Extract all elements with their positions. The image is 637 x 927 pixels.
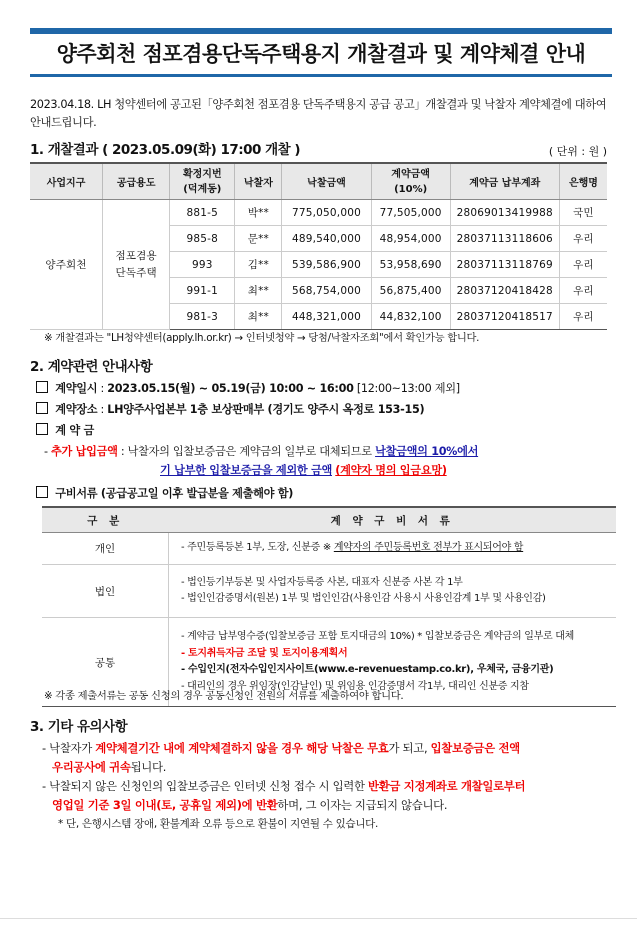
title-bottom-bar [30, 74, 612, 77]
winner-cell: 최** [235, 278, 282, 304]
category-corporate: 법인 [42, 565, 169, 618]
bank-cell: 우리 [559, 252, 607, 278]
period-note: [12:00~13:00 제외] [356, 382, 460, 395]
extra-payment-line1: - 추가 납입금액 : 낙찰자의 입찰보증금은 계약금의 일부로 대체되므로 낙찰금액의 10%에서 [44, 445, 479, 458]
bank-cell: 우리 [559, 226, 607, 252]
col-documents: 계 약 구 비 서 류 [169, 507, 617, 533]
contract-place: 계약장소 : LH양주사업본부 1층 보상판매부 (경기도 양주시 옥정로 153-15) [36, 401, 424, 417]
notice-1-line2: 우리공사에 귀속됩니다. [52, 760, 167, 774]
notice-2-line1: - 낙찰되지 않은 신청인의 입찰보증금은 인터넷 신청 접수 시 입력한 반환금 지정계좌로 개찰일로부터 [42, 779, 526, 793]
section1-heading: 1. 개찰결과 ( 2023.05.09(화) 17:00 개찰 ) [30, 142, 301, 158]
bid-cell: 568,754,000 [282, 278, 371, 304]
deposit-cell: 48,954,000 [371, 226, 450, 252]
col-use: 공급용도 [103, 163, 170, 200]
district-cell: 양주회천 [30, 200, 103, 330]
notice-1-line1: - 낙찰자가 계약체결기간 내에 계약체결하지 않을 경우 해당 낙찰은 무효가 되고, 입찰보증금은 전액 [42, 741, 520, 755]
deposit-cell: 77,505,000 [371, 200, 450, 226]
extra-note: (계약자 명의 입금요망) [335, 464, 447, 477]
account-cell: 28037120418517 [450, 304, 559, 330]
lot-cell: 985-8 [170, 226, 235, 252]
lot-cell: 981-3 [170, 304, 235, 330]
bid-cell: 539,586,900 [282, 252, 371, 278]
winner-cell: 김** [235, 252, 282, 278]
place-value: LH양주사업본부 1층 보상판매부 (경기도 양주시 옥정로 153-15) [107, 403, 425, 416]
notice-2-line2: 영업일 기준 3일 이내(토, 공휴일 제외)에 반환하며, 그 이자는 지급되지 않습니다. [52, 798, 448, 812]
page-title: 양주회천 점포겸용단독주택용지 개찰결과 및 계약체결 안내 [56, 42, 586, 66]
docs-heading: 구비서류 (공급공고일 이후 발급분을 제출해야 함) [36, 485, 293, 501]
extra-text: 낙찰자의 입찰보증금은 계약금의 일부로 대체되므로 [127, 445, 372, 458]
table-row [42, 565, 616, 618]
col-bank: 은행명 [559, 163, 607, 200]
lot-cell: 993 [170, 252, 235, 278]
account-cell: 28037120418428 [450, 278, 559, 304]
period-value: 2023.05.15(월) ~ 05.19(금) 10:00 ~ 16:00 [107, 382, 354, 395]
table-row [30, 200, 607, 226]
winner-cell: 최** [235, 304, 282, 330]
deposit-cell: 56,875,400 [371, 278, 450, 304]
deposit-cell: 53,958,690 [371, 252, 450, 278]
common-docs: - 계약금 납부영수증(입찰보증금 포함 토지대금의 10%) * 입찰보증금은 계약금의 일부로 대체 - 토지취득자금 조달 및 토지이용계획서 - 수입인지(전자수입인지사이트(www.e-revenuestamp.co.kr), 우체국, 금융기관) - 대리인의 경우 위임장(인감날인) 및 위임용 인감증명서 각1부, 대리인 신분증 지참 [169, 618, 617, 707]
bid-cell: 448,321,000 [282, 304, 371, 330]
deposit-cell: 44,832,100 [371, 304, 450, 330]
col-district: 사업지구 [30, 163, 103, 200]
bid-cell: 489,540,000 [282, 226, 371, 252]
table-row [42, 533, 616, 565]
contract-period: 계약일시 : 2023.05.15(월) ~ 05.19(금) 10:00 ~ 16:00 [12:00~13:00 제외] [36, 380, 460, 396]
extra-payment-line2 [160, 462, 447, 478]
checkbox-icon [36, 486, 48, 498]
bank-cell: 우리 [559, 304, 607, 330]
account-cell: 28069013419988 [450, 200, 559, 226]
period-label: 계약일시 [55, 382, 98, 395]
extra-label: 추가 납입금액 [51, 445, 118, 458]
winner-cell: 박** [235, 200, 282, 226]
deposit-label: 계 약 금 [55, 424, 94, 437]
section2-heading: 2. 계약관련 안내사항 [30, 359, 153, 375]
corporate-docs: - 법인등기부등본 및 사업자등록증 사본, 대표자 신분증 사본 각 1부 - 법인인감증명서(원본) 1부 및 법인인감(사용인감 사용시 사용인감계 1부 및 사용인감) [169, 565, 617, 618]
account-cell: 28037113118606 [450, 226, 559, 252]
checkbox-icon [36, 381, 48, 393]
required-docs-table [42, 506, 616, 707]
page-bottom-line [0, 918, 637, 919]
lot-cell: 881-5 [170, 200, 235, 226]
category-common: 공통 [42, 618, 169, 707]
title-top-bar [30, 28, 612, 34]
notice-3: * 단, 은행시스템 장애, 환불계좌 오류 등으로 환불이 지연될 수 있습니다. [58, 818, 379, 830]
use-cell: 점포겸용 단독주택 [103, 200, 170, 330]
checkbox-icon [36, 423, 48, 435]
personal-docs: - 주민등록등본 1부, 도장, 신분증 ※ 계약자의 주민등록번호 전부가 표시되어야 함 [169, 533, 617, 565]
bank-cell: 우리 [559, 278, 607, 304]
col-winner: 낙찰자 [235, 163, 282, 200]
bid-cell: 775,050,000 [282, 200, 371, 226]
col-category: 구 분 [42, 507, 169, 533]
extra-amount-1: 낙찰금액의 10%에서 [375, 445, 479, 458]
unit-label: ( 단위 : 원 ) [548, 145, 607, 158]
results-note: ※ 개찰결과는 "LH청약센터(apply.lh.or.kr) → 인터넷청약 → 당첨/낙찰자조회"에서 확인가능 합니다. [44, 332, 480, 344]
col-deposit: 계약금액 (10%) [371, 163, 450, 200]
intro-text: 2023.04.18. LH 청약센터에 공고된「양주회천 점포겸용 단독주택용지 공급 공고」개찰결과 및 낙찰자 계약체결에 대하여 안내드립니다. [30, 98, 607, 129]
bank-cell: 국민 [559, 200, 607, 226]
col-bid: 낙찰금액 [282, 163, 371, 200]
category-personal: 개인 [42, 533, 169, 565]
col-account: 계약금 납부계좌 [450, 163, 559, 200]
bid-results-table [30, 162, 607, 330]
checkbox-icon [36, 402, 48, 414]
account-cell: 28037113118769 [450, 252, 559, 278]
extra-amount-2: 기 납부한 입찰보증금을 제외한 금액 [160, 464, 332, 477]
winner-cell: 문** [235, 226, 282, 252]
place-label: 계약장소 [55, 403, 98, 416]
contract-deposit [36, 422, 94, 438]
section3-heading: 3. 기타 유의사항 [30, 719, 128, 735]
col-lot: 확정지번 (덕계동) [170, 163, 235, 200]
lot-cell: 991-1 [170, 278, 235, 304]
docs-note: ※ 각종 제출서류는 공동 신청의 경우 공동신청인 전원의 서류를 제출하여야 합니다. [44, 690, 404, 702]
